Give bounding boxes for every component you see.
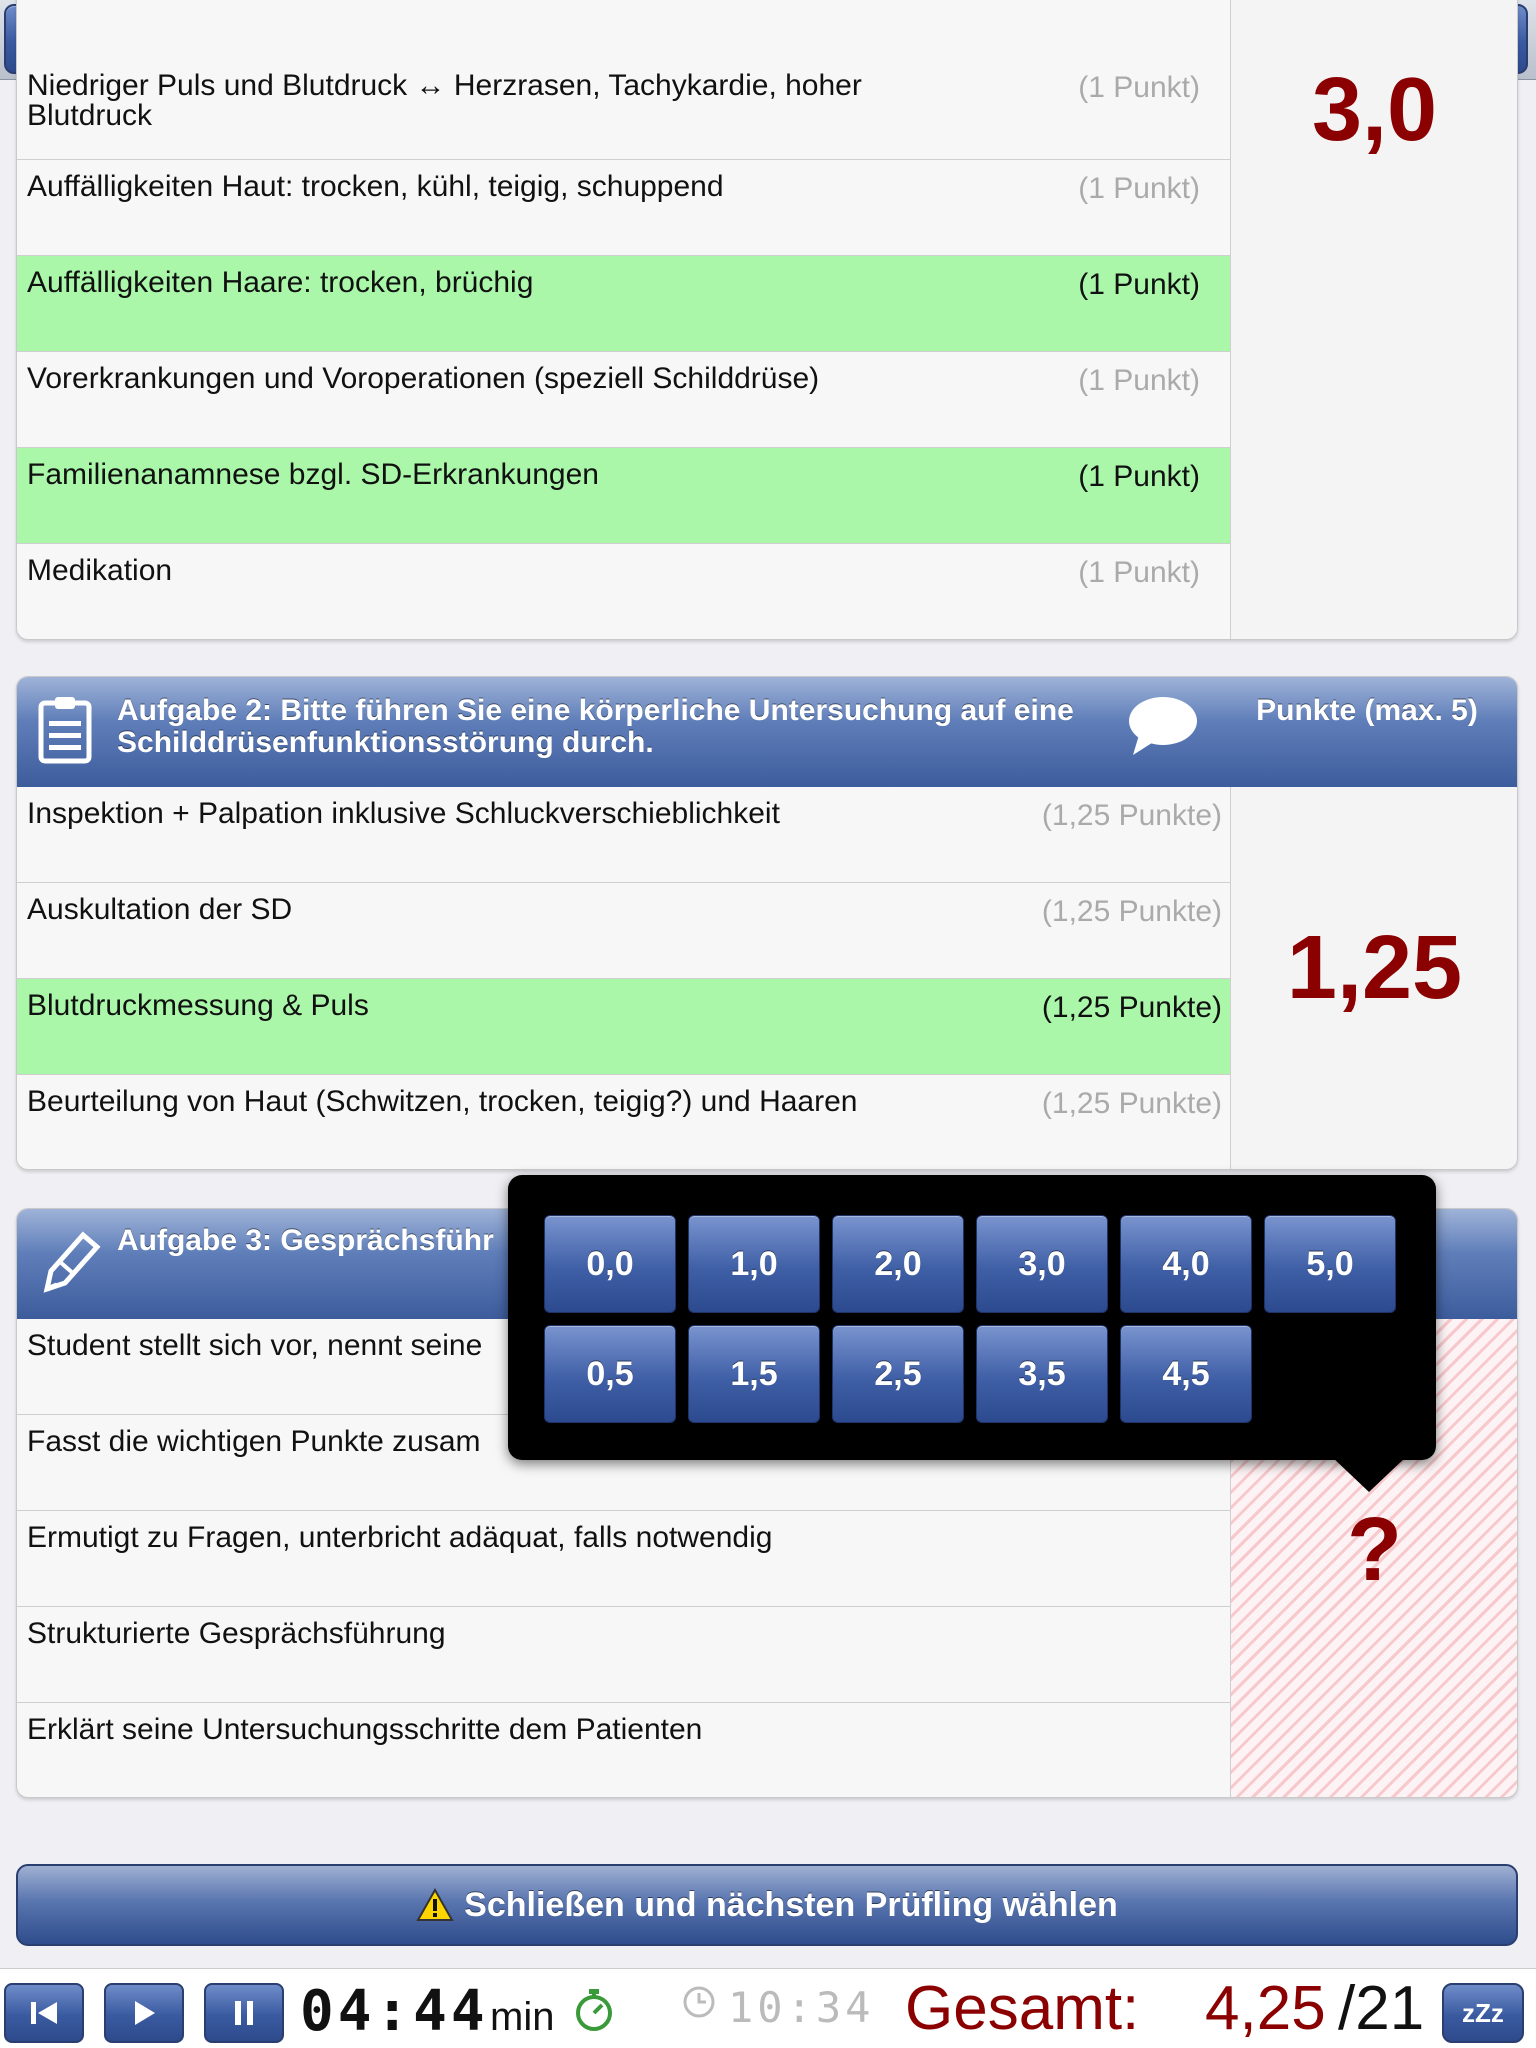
- task-2-card: [16, 676, 1518, 1170]
- total-label: Gesamt:: [905, 1974, 1140, 2043]
- clock-time: 10:34: [728, 1983, 875, 2032]
- criterion-text: Medikation: [27, 554, 173, 587]
- criterion-text: Erklärt seine Untersuchungsschritte dem Patienten: [27, 1713, 703, 1746]
- total-max: /21: [1338, 1974, 1425, 2043]
- comment-bubble-icon[interactable]: [1125, 695, 1201, 757]
- criterion-text: Auffälligkeiten Haare: trocken, brüchig: [27, 266, 534, 299]
- criterion-text: Niedriger Puls und Blutdruck ↔ Herzrasen, Tachykardie, hoher Blutdruck: [27, 69, 862, 132]
- criterion-points: (1 Punkt): [1078, 172, 1200, 205]
- task-1-row-4[interactable]: [17, 448, 1232, 544]
- task-2-row-2[interactable]: [17, 883, 1232, 979]
- score-picker-popover: [508, 1175, 1436, 1460]
- score-option[interactable]: 4,5: [1120, 1325, 1252, 1423]
- criterion-text: Auffälligkeiten Haut: trocken, kühl, teigig, schuppend: [27, 170, 724, 203]
- criterion-points: (1,25 Punkte): [1041, 991, 1222, 1024]
- clipboard-icon: [37, 695, 93, 765]
- clock-icon: [682, 1985, 716, 2019]
- task-3-score-unset: ?: [1347, 1500, 1402, 1600]
- score-option[interactable]: 0,5: [544, 1325, 676, 1423]
- task-3-row-5[interactable]: [17, 1703, 1232, 1798]
- warning-icon: [416, 1888, 454, 1922]
- score-option[interactable]: 5,0: [1264, 1215, 1396, 1313]
- criterion-points: (1 Punkt): [1078, 364, 1200, 397]
- task-2-score: 1,25: [1286, 918, 1463, 1018]
- play-icon: [131, 1999, 157, 2027]
- criterion-points: (1 Punkt): [1078, 556, 1200, 589]
- footer-bar: [0, 1968, 1536, 2048]
- popover-pointer: [1331, 1456, 1407, 1492]
- sleep-button[interactable]: [1442, 1983, 1524, 2043]
- play-button[interactable]: [104, 1983, 184, 2043]
- score-option[interactable]: 3,0: [976, 1215, 1108, 1313]
- close-and-next-button[interactable]: [16, 1864, 1518, 1946]
- task-1-row-2[interactable]: [17, 256, 1232, 352]
- criterion-text: Auskultation der SD: [27, 893, 293, 926]
- task-1-row-1[interactable]: [17, 160, 1232, 256]
- criterion-text: Strukturierte Gesprächsführung: [27, 1617, 446, 1650]
- task-1-row-partial[interactable]: [17, 0, 1232, 160]
- task-2-points-header: Punkte (max. 5): [1256, 694, 1478, 727]
- criterion-text: Beurteilung von Haut (Schwitzen, trocken, teigig?) und Haaren: [27, 1085, 858, 1118]
- criterion-text: Blutdruckmessung & Puls: [27, 989, 369, 1022]
- criterion-text: Ermutigt zu Fragen, unterbricht adäquat, falls notwendig: [27, 1521, 773, 1554]
- criterion-points: (1,25 Punkte): [1041, 895, 1222, 928]
- score-option[interactable]: 2,5: [832, 1325, 964, 1423]
- task-3-row-4[interactable]: [17, 1607, 1232, 1703]
- score-option[interactable]: 0,0: [544, 1215, 676, 1313]
- task-2-score-cell[interactable]: [1230, 787, 1517, 1170]
- task-2-header: [17, 677, 1517, 787]
- sleep-label: zZz: [1462, 1997, 1504, 2028]
- task-1-score-cell[interactable]: [1230, 0, 1517, 640]
- task-3-row-3[interactable]: [17, 1511, 1232, 1607]
- close-button-label: Schließen und nächsten Prüfling wählen: [464, 1885, 1118, 1924]
- task-1-score: 3,0: [1311, 60, 1438, 160]
- pause-button[interactable]: [204, 1983, 284, 2043]
- score-option[interactable]: 1,5: [688, 1325, 820, 1423]
- pause-icon: [232, 1999, 256, 2027]
- task-3-title: Aufgabe 3: Gesprächsführ: [117, 1224, 494, 1257]
- exam-timer: 04:44: [300, 1979, 489, 2044]
- score-option[interactable]: 2,0: [832, 1215, 964, 1313]
- criterion-text: Fasst die wichtigen Punkte zusam: [27, 1425, 481, 1458]
- criterion-points: (1 Punkt): [1078, 268, 1200, 301]
- criterion-points: (1 Punkt): [1078, 71, 1200, 104]
- pencil-icon: [37, 1227, 101, 1297]
- criterion-text: Familienanamnese bzgl. SD-Erkrankungen: [27, 458, 599, 491]
- skip-back-icon: [29, 2000, 59, 2026]
- score-option[interactable]: 3,5: [976, 1325, 1108, 1423]
- score-option[interactable]: 4,0: [1120, 1215, 1252, 1313]
- criterion-text: Student stellt sich vor, nennt seine: [27, 1329, 483, 1362]
- stopwatch-icon: [574, 1987, 614, 2033]
- criterion-text: Vorerkrankungen und Voroperationen (speziell Schilddrüse): [27, 362, 820, 395]
- timer-unit: min: [490, 1995, 555, 2039]
- rewind-button[interactable]: [4, 1983, 84, 2043]
- score-option[interactable]: 1,0: [688, 1215, 820, 1313]
- task-2-title: Aufgabe 2: Bitte führen Sie eine körperliche Untersuchung auf eine Schilddrüsenfunktionsstörung durch.: [117, 694, 1074, 759]
- total-score: 4,25: [1205, 1974, 1326, 2043]
- task-1-card: [16, 0, 1518, 640]
- task-2-row-1[interactable]: [17, 787, 1232, 883]
- criterion-points: (1 Punkt): [1078, 460, 1200, 493]
- criterion-points: (1,25 Punkte): [1041, 799, 1222, 832]
- task-1-row-5[interactable]: [17, 544, 1232, 640]
- task-2-row-3[interactable]: [17, 979, 1232, 1075]
- task-1-row-3[interactable]: [17, 352, 1232, 448]
- task-2-row-4[interactable]: [17, 1075, 1232, 1170]
- criterion-text: Inspektion + Palpation inklusive Schluckverschieblichkeit: [27, 797, 780, 830]
- criterion-points: (1,25 Punkte): [1041, 1087, 1222, 1120]
